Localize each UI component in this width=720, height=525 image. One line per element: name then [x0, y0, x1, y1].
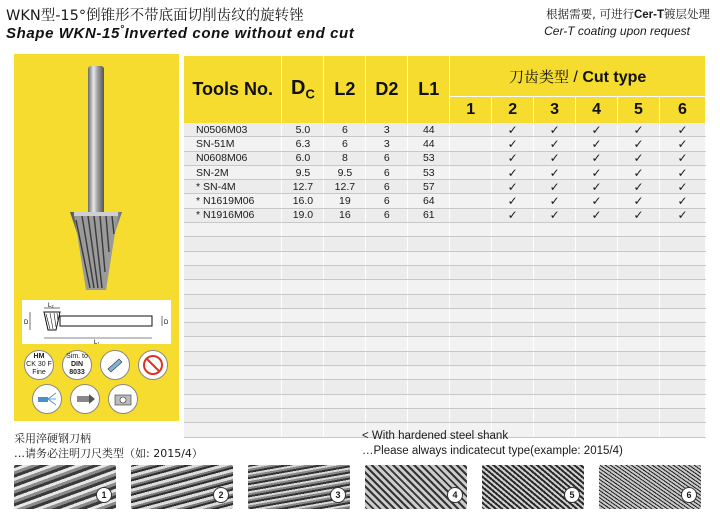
cell-cut-3: ✓	[534, 180, 576, 194]
cut-type-number: 1	[450, 97, 492, 124]
spec-icons	[18, 350, 178, 416]
cut-sample-label: 2	[213, 487, 229, 503]
cut-type-number: 5	[618, 97, 660, 124]
table-row	[184, 208, 706, 222]
cell-cut-5: ✓	[618, 123, 660, 137]
table-row-empty	[184, 308, 706, 322]
table-row	[184, 151, 706, 165]
cell-dc: 16.0	[282, 194, 324, 208]
cell-cut-2: ✓	[492, 123, 534, 137]
shank-note-en: < With hardened steel shank	[362, 430, 509, 442]
cell-cut-6: ✓	[659, 165, 705, 179]
cell-cut-1	[450, 123, 492, 137]
order-note-en: …Please always indicatecut type(example: 2015/4)	[362, 445, 623, 457]
cell-dc: 12.7	[282, 180, 324, 194]
cell-l1: 57	[408, 180, 450, 194]
cell-cut-5: ✓	[618, 208, 660, 222]
cell-l1: 44	[408, 137, 450, 151]
page-title-en: Shape WKN-15°Inverted cone without end cut	[6, 24, 355, 42]
cell-cut-4: ✓	[576, 137, 618, 151]
cell-cut-3: ✓	[534, 123, 576, 137]
table-row	[184, 123, 706, 137]
dim-l1-label: L₁	[94, 340, 100, 344]
cell-l2: 6	[324, 123, 366, 137]
cell-d2: 6	[366, 208, 408, 222]
cut-sample-5	[482, 465, 584, 509]
col-header-cut-type: 刀齿类型 / Cut type	[450, 56, 706, 97]
cell-cut-3: ✓	[534, 194, 576, 208]
cell-cut-5: ✓	[618, 180, 660, 194]
cut-sample-label: 3	[330, 487, 346, 503]
cell-cut-2: ✓	[492, 165, 534, 179]
dimension-diagram	[22, 300, 171, 344]
cell-tool: N0608M06	[184, 151, 282, 165]
cell-cut-1	[450, 137, 492, 151]
cell-l1: 64	[408, 194, 450, 208]
cell-l2: 19	[324, 194, 366, 208]
table-row	[184, 137, 706, 151]
cell-cut-6: ✓	[659, 137, 705, 151]
cell-dc: 5.0	[282, 123, 324, 137]
spec-table-panel	[184, 56, 706, 421]
table-row-empty	[184, 265, 706, 279]
table-row-empty	[184, 251, 706, 265]
cell-cut-4: ✓	[576, 123, 618, 137]
cell-cut-4: ✓	[576, 194, 618, 208]
cell-tool: * N1916M06	[184, 208, 282, 222]
cut-sample-2	[131, 465, 233, 509]
cell-l1: 61	[408, 208, 450, 222]
cell-cut-3: ✓	[534, 165, 576, 179]
table-row	[184, 180, 706, 194]
cell-cut-6: ✓	[659, 194, 705, 208]
table-row	[184, 165, 706, 179]
page-title-cn: WKN型-15°倒锥形不带底面切削齿纹的旋转锉	[6, 8, 304, 24]
cell-l2: 8	[324, 151, 366, 165]
cell-cut-1	[450, 208, 492, 222]
cell-dc: 6.3	[282, 137, 324, 151]
cell-cut-6: ✓	[659, 123, 705, 137]
cell-cut-5: ✓	[618, 151, 660, 165]
cell-l2: 9.5	[324, 165, 366, 179]
cell-cut-5: ✓	[618, 165, 660, 179]
cell-cut-6: ✓	[659, 208, 705, 222]
cut-type-number: 4	[576, 97, 618, 124]
table-row-empty	[184, 294, 706, 308]
cell-tool: * N1619M06	[184, 194, 282, 208]
cell-dc: 9.5	[282, 165, 324, 179]
cell-cut-3: ✓	[534, 137, 576, 151]
cell-tool: SN-2M	[184, 165, 282, 179]
coating-note-en: Cer-T coating upon request	[544, 24, 690, 38]
dim-d2-label: D	[164, 320, 169, 326]
cell-cut-2: ✓	[492, 180, 534, 194]
cell-d2: 6	[366, 165, 408, 179]
table-row-empty	[184, 394, 706, 408]
dim-l2-label: L₂	[48, 303, 54, 309]
cut-sample-3	[248, 465, 350, 509]
cut-sample-6	[599, 465, 701, 509]
cell-cut-6: ✓	[659, 180, 705, 194]
col-header-d2: D2	[366, 56, 408, 123]
hm-material-icon: HM CK 30 F Fine	[24, 350, 54, 380]
cell-cut-6: ✓	[659, 151, 705, 165]
cell-cut-4: ✓	[576, 208, 618, 222]
din-standard-icon: Sim. to DIN 8033	[62, 350, 92, 380]
cut-sample-label: 6	[681, 487, 697, 503]
cut-sample-4	[365, 465, 467, 509]
dim-dc-label: D	[24, 320, 29, 326]
cell-tool: * SN-4M	[184, 180, 282, 194]
spray-icon	[32, 384, 62, 414]
coating-note-cn: 根据需要, 可进行Cer-T镀层处理	[546, 7, 710, 21]
table-row-empty	[184, 380, 706, 394]
cut-sample-1	[14, 465, 116, 509]
cell-d2: 3	[366, 123, 408, 137]
cell-cut-2: ✓	[492, 194, 534, 208]
spec-table	[184, 56, 706, 438]
col-header-tools: Tools No.	[184, 56, 282, 123]
cell-cut-5: ✓	[618, 137, 660, 151]
cell-cut-1	[450, 151, 492, 165]
cell-cut-3: ✓	[534, 208, 576, 222]
cut-type-samples	[14, 465, 704, 521]
table-row-empty	[184, 280, 706, 294]
cut-sample-label: 5	[564, 487, 580, 503]
cell-d2: 6	[366, 151, 408, 165]
cell-cut-2: ✓	[492, 137, 534, 151]
cell-l1: 53	[408, 151, 450, 165]
cooling-icon	[100, 350, 130, 380]
cut-sample-label: 4	[447, 487, 463, 503]
cell-tool: N0506M03	[184, 123, 282, 137]
cell-l2: 16	[324, 208, 366, 222]
cell-l2: 12.7	[324, 180, 366, 194]
table-row-empty	[184, 408, 706, 422]
no-hand-use-icon	[138, 350, 168, 380]
cell-l1: 53	[408, 165, 450, 179]
cell-cut-4: ✓	[576, 165, 618, 179]
cut-sample-label: 1	[96, 487, 112, 503]
col-header-l1: L1	[408, 56, 450, 123]
table-row-empty	[184, 351, 706, 365]
cell-d2: 6	[366, 194, 408, 208]
cell-cut-1	[450, 194, 492, 208]
workpiece-icon	[108, 384, 138, 414]
cell-cut-1	[450, 180, 492, 194]
cut-type-number: 2	[492, 97, 534, 124]
table-row-empty	[184, 237, 706, 251]
cell-dc: 19.0	[282, 208, 324, 222]
cell-d2: 6	[366, 180, 408, 194]
table-row-empty	[184, 337, 706, 351]
cell-d2: 3	[366, 137, 408, 151]
cell-cut-1	[450, 165, 492, 179]
burr-tool-image	[56, 62, 136, 294]
cut-type-number: 3	[534, 97, 576, 124]
cell-cut-4: ✓	[576, 180, 618, 194]
table-row-empty	[184, 366, 706, 380]
order-note-cn: …请务必注明刀尺类型（如: 2015/4）	[14, 447, 203, 460]
col-header-l2: L2	[324, 56, 366, 123]
shank-note-cn: 采用淬硬钢刀柄	[14, 432, 91, 445]
cell-cut-2: ✓	[492, 208, 534, 222]
cell-cut-5: ✓	[618, 194, 660, 208]
cell-l1: 44	[408, 123, 450, 137]
drill-direction-icon	[70, 384, 100, 414]
product-image-panel	[14, 54, 179, 421]
table-row-empty	[184, 223, 706, 237]
cell-cut-4: ✓	[576, 151, 618, 165]
cell-cut-3: ✓	[534, 151, 576, 165]
cell-l2: 6	[324, 137, 366, 151]
cell-tool: SN-51M	[184, 137, 282, 151]
cell-cut-2: ✓	[492, 151, 534, 165]
cell-dc: 6.0	[282, 151, 324, 165]
table-row	[184, 194, 706, 208]
col-header-dc: $D_C$	[282, 56, 324, 123]
cut-type-number: 6	[659, 97, 705, 124]
table-row-empty	[184, 323, 706, 337]
